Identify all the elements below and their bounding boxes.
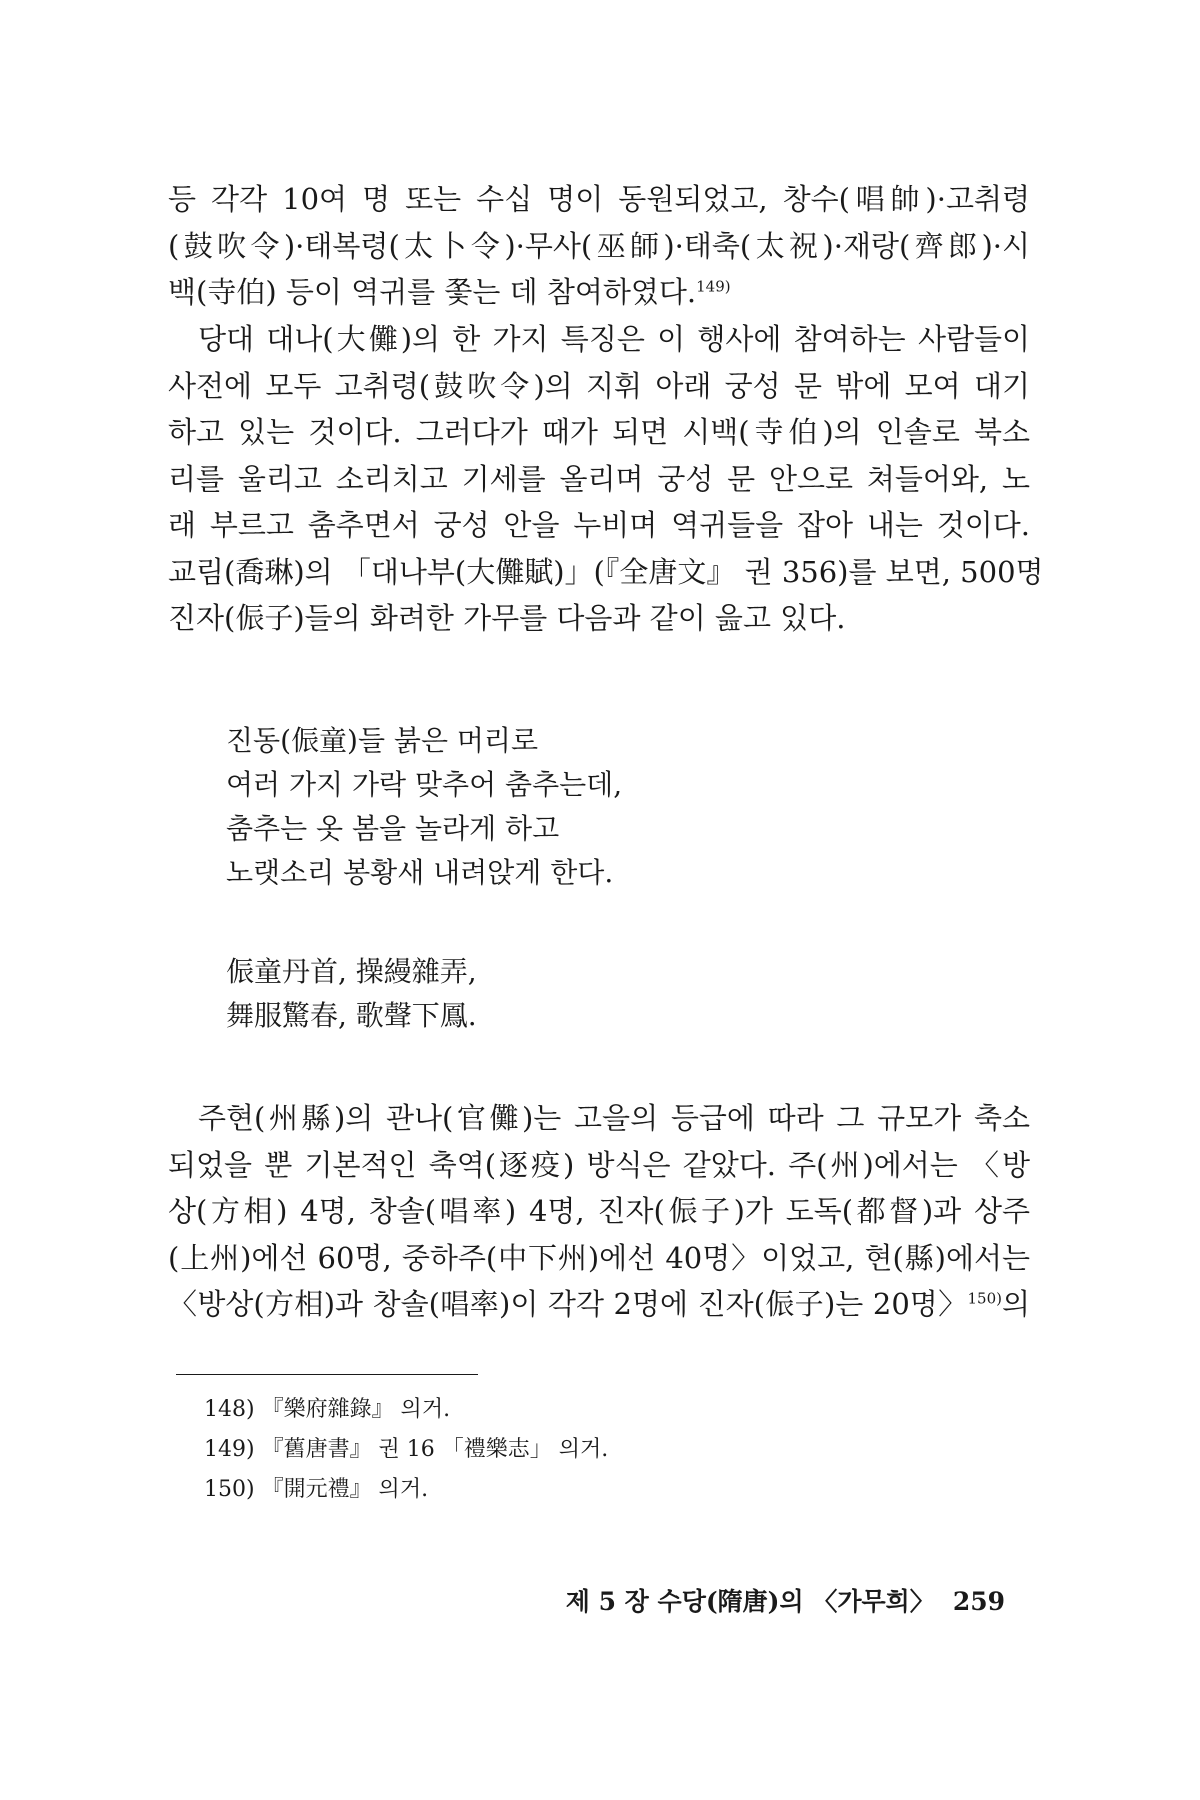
paragraph-2-line: 사전에 모두 고취령(鼓吹令)의 지휘 아래 궁성 문 밖에 모여 대기 xyxy=(168,368,1030,403)
paragraph-2-line: 진자(侲子)들의 화려한 가무를 다음과 같이 읊고 있다. xyxy=(168,601,846,635)
verse-line: 侲童丹首, 操縵雜弄, xyxy=(226,955,477,988)
footnote-ref-150: 150) xyxy=(967,1289,1002,1308)
paragraph-3-line: 상(方相) 4명, 창솔(唱率) 4명, 진자(侲子)가 도독(都督)과 상주 xyxy=(168,1194,1030,1228)
paragraph-3-line xyxy=(168,1281,1030,1328)
paragraph-2-line: 리를 울리고 소리치고 기세를 올리며 궁성 문 안으로 쳐들어와, 노 xyxy=(168,461,1030,496)
verse-line: 여러 가지 가락 맞추어 춤추는데, xyxy=(226,768,623,801)
footnote-149: 149) 『舊唐書』 권 16 「禮樂志」 의거. xyxy=(204,1437,609,1462)
paragraph-3-line: 되었을 뿐 기본적인 축역(逐疫) 방식은 같았다. 주(州)에서는 〈방 xyxy=(168,1147,1030,1182)
footnote-148: 148) 『樂府雜錄』 의거. xyxy=(204,1397,451,1422)
verse-line: 진동(侲童)들 붉은 머리로 xyxy=(226,724,539,757)
chapter-title: 제 5 장 수당(隋唐)의 〈가무희〉 xyxy=(565,1587,935,1616)
verse-line: 노랫소리 봉황새 내려앉게 한다. xyxy=(226,856,614,889)
paragraph-2-line: 당대 대나(大儺)의 한 가지 특징은 이 행사에 참여하는 사람들이 xyxy=(198,322,1030,356)
footnote-ref-149: 149) xyxy=(696,277,731,296)
paragraph-2-line: 래 부르고 춤추면서 궁성 안을 누비며 역귀들을 잡아 내는 것이다. xyxy=(168,508,1030,542)
paragraph-3-line-text: 〈방상(方相)과 창솔(唱率)이 각각 2명에 진자(侲子)는 20명〉 xyxy=(168,1287,968,1321)
verse-line: 춤추는 옷 봄을 놀라게 하고 xyxy=(226,812,560,845)
paragraph-2 xyxy=(168,316,1044,642)
paragraph-3-line: 주현(州縣)의 관나(官儺)는 고을의 등급에 따라 그 규모가 축소 xyxy=(198,1101,1030,1135)
paragraph-2-line: 교림(喬琳)의 「대나부(大儺賦)」(『全唐文』 권 356)를 보면, 500명 xyxy=(168,554,1044,589)
footnote-150: 150) 『開元禮』 의거. xyxy=(204,1477,429,1502)
paragraph-2-line: 하고 있는 것이다. 그러다가 때가 되면 시백(寺伯)의 인솔로 북소 xyxy=(168,415,1030,449)
page-number: 259 xyxy=(952,1587,1005,1616)
paragraph-1 xyxy=(168,176,1030,316)
paragraph-3-line-tail: 의 xyxy=(1001,1287,1030,1321)
paragraph-3-line: (上州)에선 60명, 중하주(中下州)에선 40명〉이었고, 현(縣)에서는 xyxy=(168,1240,1030,1275)
paragraph-3 xyxy=(168,1095,1030,1328)
paragraph-1-line: (鼓吹令)·태복령(太卜令)·무사(巫師)·태축(太祝)·재랑(齊郎)·시 xyxy=(168,228,1030,263)
verse-chinese xyxy=(226,950,477,1038)
paragraph-1-line xyxy=(168,269,1030,316)
footnotes xyxy=(204,1390,608,1510)
footnote-divider xyxy=(176,1374,478,1375)
verse-korean xyxy=(226,719,622,895)
paragraph-1-line: 등 각각 10여 명 또는 수십 명이 동원되었고, 창수(唱帥)·고취령 xyxy=(168,182,1030,216)
running-footer xyxy=(566,1582,1005,1618)
paragraph-1-line-text: 백(寺伯) 등이 역귀를 쫓는 데 참여하였다. xyxy=(168,275,697,309)
verse-line: 舞服驚春, 歌聲下鳳. xyxy=(226,999,477,1032)
